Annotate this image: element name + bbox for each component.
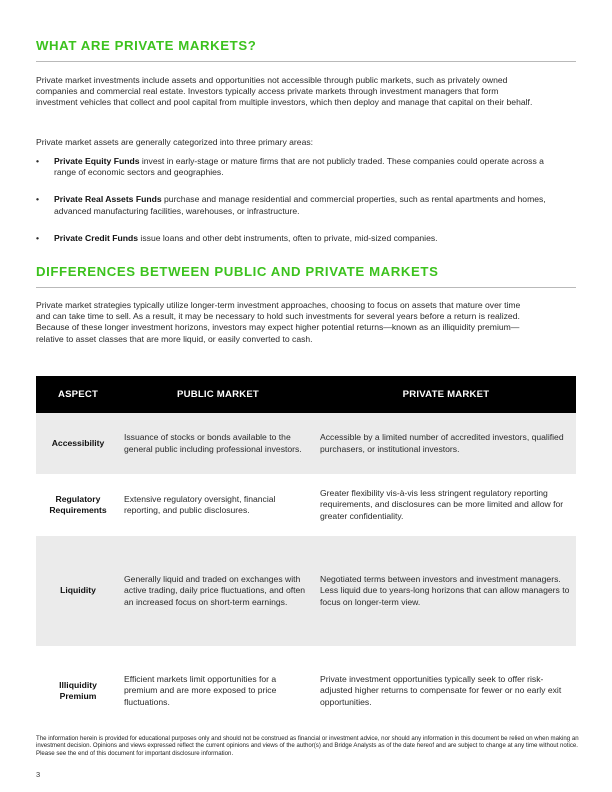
table-row [36, 474, 576, 536]
bullet-icon: • [36, 156, 40, 166]
column-header-private: PRIVATE MARKET [316, 376, 576, 413]
table-header-row [36, 376, 576, 413]
list-item [36, 156, 556, 178]
table-row [36, 646, 576, 736]
aspect-cell: Regulatory Requirements [49, 493, 107, 515]
bullet-text: issue loans and other debt instruments, often to private, mid-sized companies. [138, 232, 438, 243]
table-row [36, 536, 576, 646]
bullet-term: Private Equity Funds [54, 156, 140, 166]
public-market-cell: Extensive regulatory oversight, financial reporting, and public disclosures. [124, 493, 276, 515]
list-item [36, 233, 556, 244]
public-market-cell: Issuance of stocks or bonds available to the general public including professional investors. [120, 413, 316, 474]
section-divider [36, 287, 576, 288]
section-divider [36, 61, 576, 62]
comparison-table [36, 376, 576, 736]
section-heading-private-markets: WHAT ARE PRIVATE MARKETS? [36, 38, 257, 53]
public-market-cell: Generally liquid and traded on exchanges with active trading, daily price fluctuations, and often an increased focus on short-term earnings. [120, 536, 316, 646]
bullet-text: purchase and manage residential and commercial properties, such as rental apartments and homes, advanced manufacturing facilities, warehouses, or infrastructure. [54, 194, 546, 216]
bullet-text: invest in early-stage or mature firms that are not publicly traded. These companies could operate across a range of economic sectors and geographies. [54, 156, 544, 178]
intro-paragraph: Private market investments include assets and opportunities not accessible through public markets, such as privately owned companies and commercial real estate. Investors typically access private markets through investment managers that form investment vehicles that collect and pool capital from multiple investors, which then deploy and manage that capital on their behalf. [36, 75, 533, 108]
list-item [36, 194, 556, 216]
aspect-cell: Illiquidity Premium [59, 679, 97, 701]
bullet-icon: • [36, 194, 40, 205]
categories-lead-text: Private market assets are generally categorized into three primary areas: [36, 137, 314, 147]
bullet-term: Private Real Assets Funds [54, 194, 162, 205]
column-header-aspect: ASPECT [36, 376, 120, 413]
private-market-cell: Greater flexibility vis-à-vis less stringent regulatory reporting requirements, and disclosures can be more limited and allow for greater confidentiality. [320, 488, 564, 521]
private-market-cell: Negotiated terms between investors and investment managers. Less liquid due to years-long horizons that can allow managers to focus on longer-term view. [316, 536, 576, 646]
private-market-cell: Accessible by a limited number of accredited investors, qualified purchasers, or institutional investors. [316, 413, 576, 474]
column-header-public: PUBLIC MARKET [120, 376, 316, 413]
aspect-cell: Accessibility [36, 413, 120, 474]
private-asset-categories-list [36, 156, 556, 244]
footer-disclaimer: The information herein is provided for educational purposes only and should not be construed as financial or investment advice, nor should any information in this document be relied on when making an investment decision. Opinions and views expressed reflect the current opinions and views of the author(s) and Bridge Analysts as of the date hereof and are subject to change at any time without notice. Please see the end of this document for important disclosure information. [36, 735, 579, 757]
section-heading-differences: DIFFERENCES BETWEEN PUBLIC AND PRIVATE MARKETS [36, 264, 439, 279]
bullet-icon: • [36, 232, 40, 243]
private-market-cell: Private investment opportunities typically seek to offer risk-adjusted higher returns to compensate for fewer or no early exit opportunities. [320, 674, 562, 707]
differences-paragraph: Private market strategies typically utilize longer-term investment approaches, choosing to focus on assets that mature over time and can take time to sell. As a result, it may be necessary to hold such investments for several years before a return is realized. Because of these longer investment horizons, investors may expect higher potential returns—known as an illiquidity premium—relative to asset classes that are more liquid, or easily converted to cash. [36, 300, 521, 344]
table-row [36, 413, 576, 474]
public-market-cell: Efficient markets limit opportunities for a premium and are more exposed to price fluctuations. [124, 674, 277, 707]
aspect-cell: Liquidity [36, 536, 120, 646]
bullet-term: Private Credit Funds [54, 232, 139, 243]
page-number: 3 [36, 770, 41, 779]
